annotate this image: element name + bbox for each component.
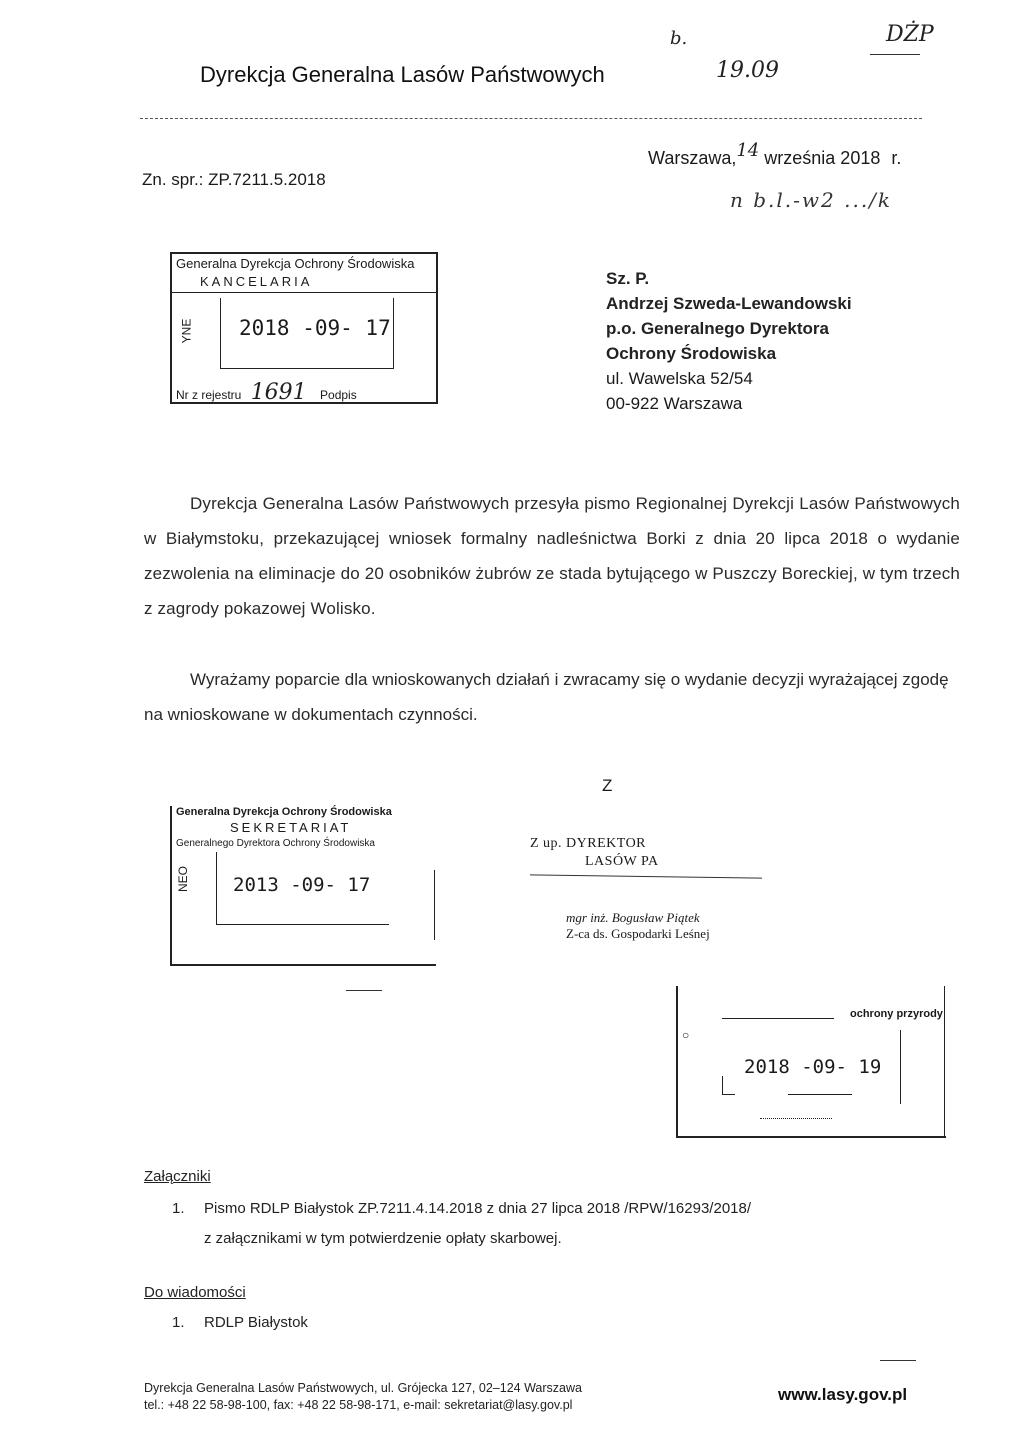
footer-line-2: tel.: +48 22 58-98-100, fax: +48 22 58-98-171, e-mail: sekretariat@lasy.gov.pl (144, 1398, 573, 1412)
nature-stamp-date: 2018 -09- 19 (744, 1056, 882, 1078)
stamp-side-text: YNE (179, 318, 194, 344)
stamp-sign-label: Podpis (320, 388, 357, 402)
nature-stamp-bracket (722, 1076, 735, 1095)
nature-stamp-topline (722, 1018, 834, 1019)
nature-stamp-line (788, 1094, 852, 1095)
registry-label: Nr z rejestru (176, 388, 242, 402)
nature-stamp-right-edge (944, 986, 945, 1136)
footer-website[interactable]: www.lasy.gov.pl (778, 1385, 908, 1404)
recipient-postal: 00-922 Warszawa (606, 394, 743, 413)
case-reference (142, 170, 326, 190)
footer-dash (880, 1360, 916, 1361)
stamp-org: Generalna Dyrekcja Ochrony Środowiska (176, 256, 415, 271)
stamp-divider (172, 292, 436, 293)
footer-line-1: Dyrekcja Generalna Lasów Państwowych, ul. Grójecka 127, 02–124 Warszawa (144, 1381, 582, 1395)
secretariat-date-box (216, 852, 389, 925)
secretariat-sub: Generalnego Dyrektora Ochrony Środowiska (176, 838, 375, 849)
secretariat-side-text: NEO (176, 865, 191, 893)
signature-line-1: Z up. DYREKTOR (530, 836, 647, 851)
stamp-date: 2018 -09- 17 (239, 316, 391, 340)
handwritten-initials: DŻP (886, 22, 934, 47)
stamp-unit: KANCELARIA (200, 274, 313, 289)
case-reference-value: ZP.7211.5.2018 (208, 170, 326, 189)
recipient-role: p.o. Generalnego Dyrektora (606, 319, 829, 338)
signature-line-2: LASÓW PA (585, 854, 659, 869)
incoming-stamp (170, 252, 438, 404)
handwritten-note: n b.l.-w2 .../k (730, 188, 893, 212)
recipient-salutation: Sz. P. (606, 269, 650, 288)
secretariat-org: Generalna Dyrekcja Ochrony Środowiska (176, 806, 392, 818)
signer-role: Z-ca ds. Gospodarki Leśnej (566, 926, 710, 941)
secretariat-stamp (170, 806, 436, 966)
secretariat-unit: SEKRETARIAT (230, 820, 352, 835)
cc-heading: Do wiadomości (144, 1284, 246, 1301)
place-date (648, 140, 902, 169)
nature-stamp (676, 986, 946, 1138)
cc-item-text: RDLP Białystok (204, 1314, 308, 1331)
handwritten-receipt-date: 19.09 (716, 58, 779, 83)
month-year: września 2018 (764, 148, 881, 168)
cc-item-num: 1. (172, 1314, 185, 1331)
body-paragraph-2: Wyrażamy poparcie dla wnioskowanych działań i zwracamy się o wydanie decyzji wyrażającej zgodę na wnioskowane w dokumentach czynności. (144, 670, 949, 724)
recipient-name: Andrzej Szweda-Lewandowski (606, 294, 852, 313)
nature-stamp-inner-edge (900, 1030, 901, 1104)
registry-number: 1691 (250, 380, 307, 405)
nature-stamp-mark: ○ (682, 1028, 690, 1042)
recipient-org: Ochrony Środowiska (606, 344, 777, 363)
short-dash (346, 990, 382, 991)
handwritten-mark: b. (670, 28, 688, 49)
signer-name: mgr inż. Bogusław Piątek (566, 910, 700, 925)
recipient-street: ul. Wawelska 52/54 (606, 369, 753, 388)
nature-stamp-title: ochrony przyrody (850, 1008, 943, 1020)
secretariat-date: 2013 -09- 17 (233, 874, 371, 896)
attachment-item-num: 1. (172, 1200, 185, 1217)
attachments-heading: Załączniki (144, 1168, 211, 1185)
handwritten-day: 14 (736, 140, 760, 161)
header-divider (140, 118, 922, 119)
year-suffix: r. (891, 148, 902, 168)
secretariat-right-edge (434, 870, 435, 940)
body-paragraph-1: Dyrekcja Generalna Lasów Państwowych przesyła pismo Regionalnej Dyrekcji Lasów Państwowych w Białymstoku, przekazującej wniosek formalny nadleśnictwa Borki z dnia 20 lipca 2018 o wydanie zezwolenia na eliminacje do 20 osobników żubrów ze stada bytującego w Puszczy Boreckiej, w tym trzech z zagrody pokazowej Wolisko. (144, 494, 960, 618)
signature-line (530, 874, 762, 878)
nature-stamp-dots (760, 1118, 832, 1119)
case-reference-label: Zn. spr.: (142, 170, 204, 189)
signature-z: Z (602, 776, 613, 795)
stamp-date-box (220, 298, 394, 369)
footer-address (144, 1380, 582, 1414)
letterhead-title: Dyrekcja Generalna Lasów Państwowych (200, 62, 605, 87)
stamp-registry (176, 380, 357, 405)
attachment-item-line-1: Pismo RDLP Białystok ZP.7211.4.14.2018 z dnia 27 lipca 2018 /RPW/16293/2018/ (204, 1200, 752, 1217)
attachment-item-line-2: z załącznikami w tym potwierdzenie opłaty skarbowej. (204, 1230, 562, 1247)
initials-underline (870, 54, 920, 55)
recipient-address (606, 266, 852, 416)
city: Warszawa, (648, 148, 737, 168)
